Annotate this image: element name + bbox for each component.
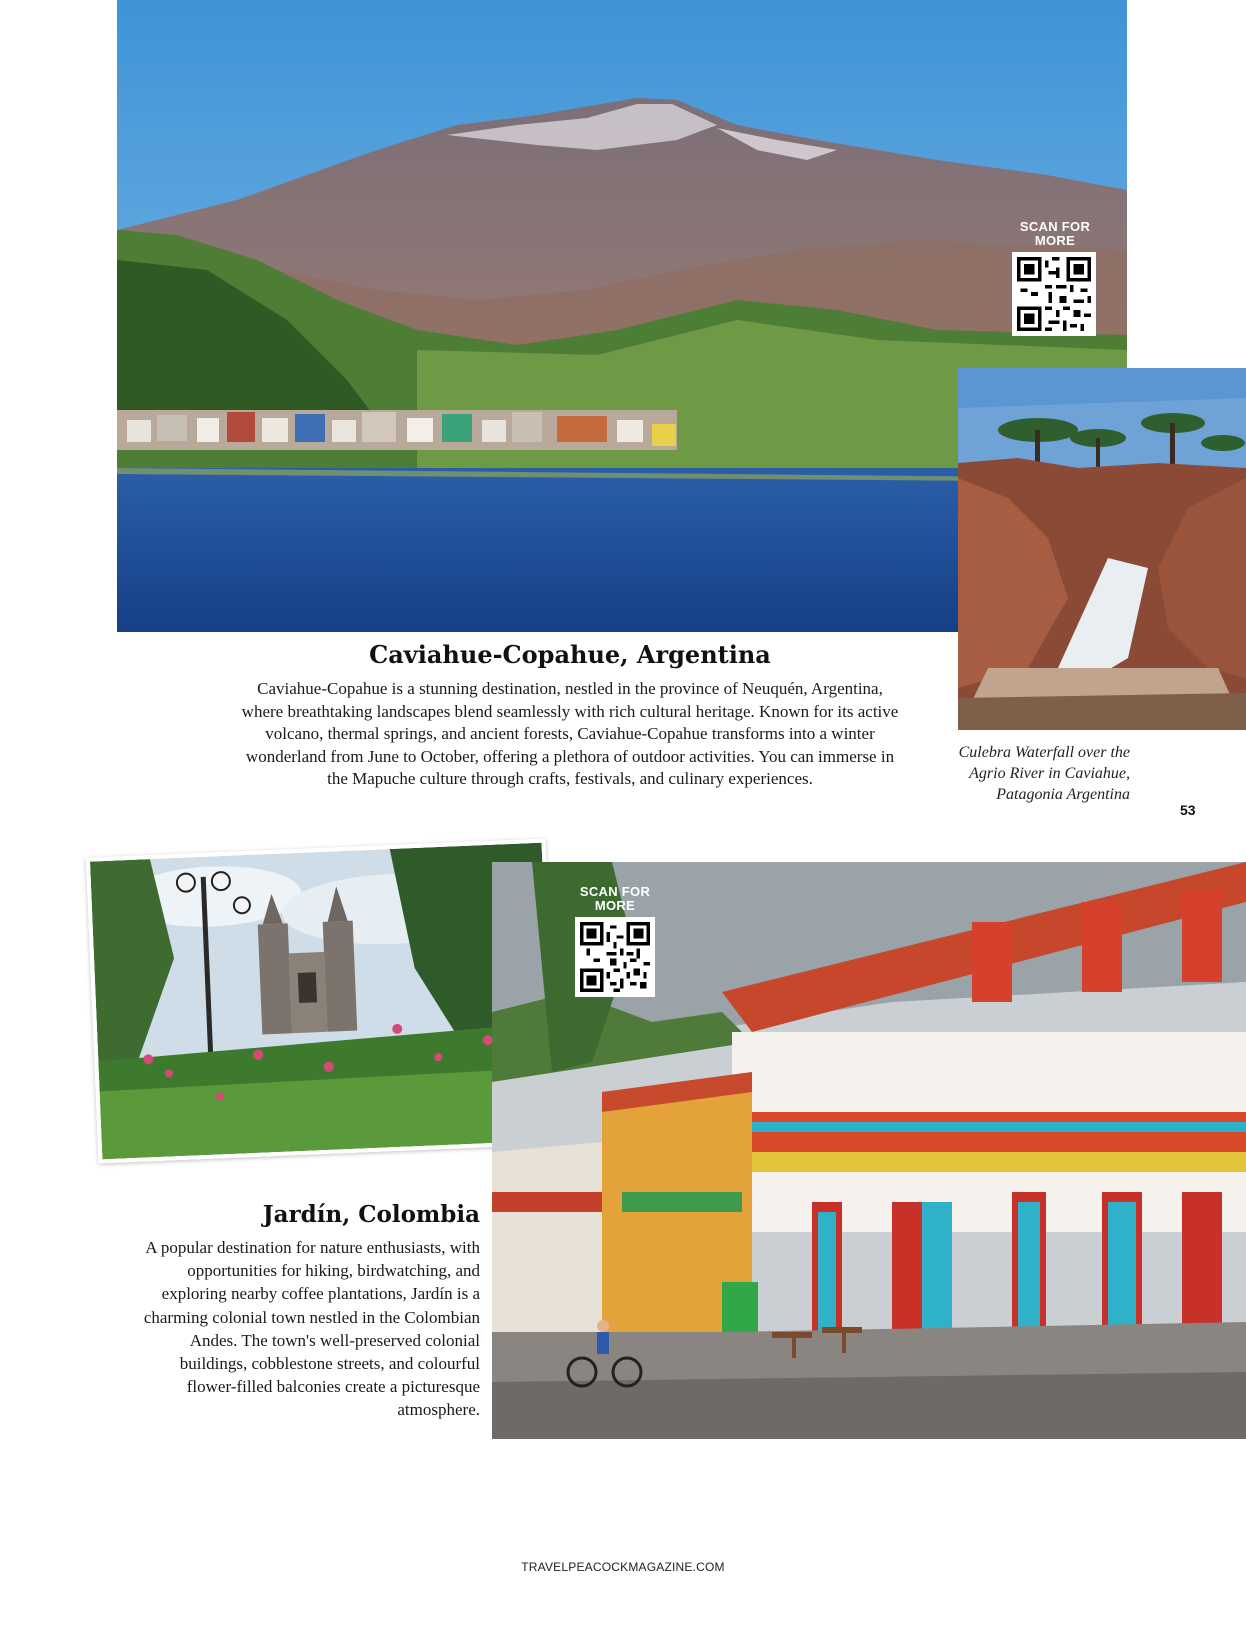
jardin-article (140, 1200, 480, 1422)
jardin-scan-label: SCAN FOR MORE (579, 884, 651, 913)
caviahue-article (240, 640, 900, 791)
caviahue-body: Caviahue-Copahue is a stunning destination, nestled in the province of Neuquén, Argentina, where breathtaking landscapes blend seamlessly with rich cultural heritage. Known for its active volcano, thermal springs, and ancient forests, Caviahue-Copahue transforms into a winter wonderland from June to October, offering a plethora of outdoor activities. You can immerse in the Mapuche culture through crafts, festivals, and culinary experiences. (241, 679, 899, 788)
jardin-scan-block[interactable] (572, 885, 658, 997)
qr-code-icon[interactable] (1012, 252, 1096, 336)
jardin-body: A popular destination for nature enthusiasts, with opportunities for hiking, birdwatching, and exploring nearby coffee plantations, Jardín is a charming colonial town nestled in the Colombian Andes. The town's well-preserved colonial buildings, cobblestone streets, and colourful flower-filled balconies create a picturesque atmosphere. (143, 1238, 480, 1420)
caviahue-scan-label: SCAN FOR MORE (1019, 219, 1091, 248)
caviahue-scan-block[interactable] (1012, 220, 1098, 336)
page-number: 53 (1180, 802, 1196, 818)
footer-url[interactable]: TRAVELPEACOCKMAGAZINE.COM (521, 1560, 725, 1574)
waterfall-caption: Culebra Waterfall over the Agrio River in Caviahue, Patagonia Argentina (958, 744, 1130, 803)
qr-code-icon[interactable] (575, 917, 655, 997)
jardin-church-photo (86, 839, 558, 1164)
jardin-title: Jardín, Colombia (262, 1201, 480, 1228)
caviahue-title: Caviahue-Copahue, Argentina (369, 640, 771, 669)
culebra-waterfall-photo (958, 368, 1246, 730)
